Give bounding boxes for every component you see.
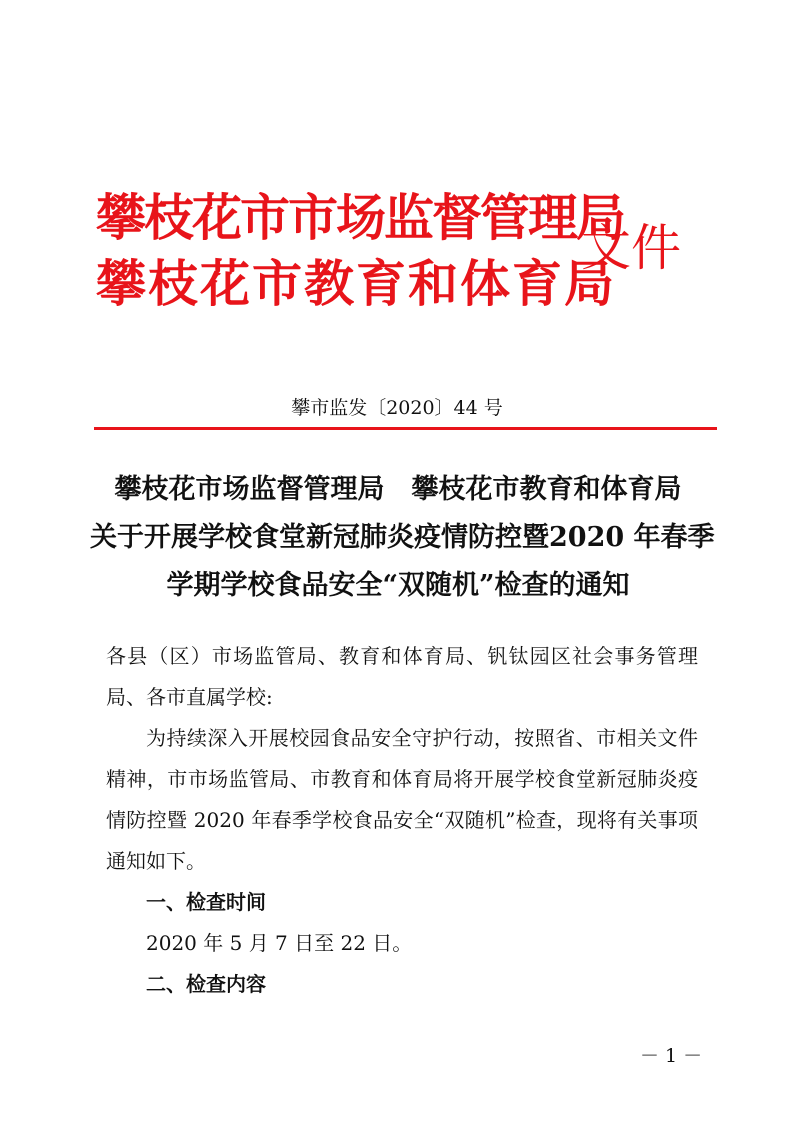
section-heading-inspection-time: 一、检查时间 bbox=[146, 890, 266, 914]
title-line-1: 攀枝花市场监督管理局 攀枝花市教育和体育局 bbox=[114, 474, 682, 505]
document-number: 攀市监发〔2020〕44 号 bbox=[291, 397, 503, 419]
intro-paragraph: 为持续深入开展校园食品安全守护行动，按照省、市相关文件精神，市市场监管局、市教育和体育局将开展学校食堂新冠肺炎疫情防控暨 2020 年春季学校食品安全“双随机”检查，现将有关事项通知如下。 bbox=[106, 726, 698, 873]
inspection-time-text: 2020 年 5 月 7 日至 22 日。 bbox=[146, 931, 413, 955]
section-heading-inspection-content: 二、检查内容 bbox=[146, 972, 266, 996]
document-body bbox=[106, 636, 698, 1005]
document-header bbox=[96, 188, 716, 328]
page-number: － 1 － bbox=[640, 1045, 703, 1067]
document-type-label: 文件 bbox=[581, 219, 681, 277]
title-line-3: 学期学校食品安全“双随机”检查的通知 bbox=[166, 570, 630, 601]
red-divider-line bbox=[94, 427, 717, 430]
document-title bbox=[90, 466, 715, 610]
title-line-2: 关于开展学校食堂新冠肺炎疫情防控暨2020 年春季 bbox=[90, 522, 715, 553]
issuer-name-education-sports: 攀枝花市教育和体育局 bbox=[96, 255, 616, 313]
issuer-name-market-regulation: 攀枝花市市场监督管理局 bbox=[96, 189, 624, 247]
salutation: 各县（区）市场监管局、教育和体育局、钒钛园区社会事务管理局、各市直属学校: bbox=[106, 644, 698, 709]
